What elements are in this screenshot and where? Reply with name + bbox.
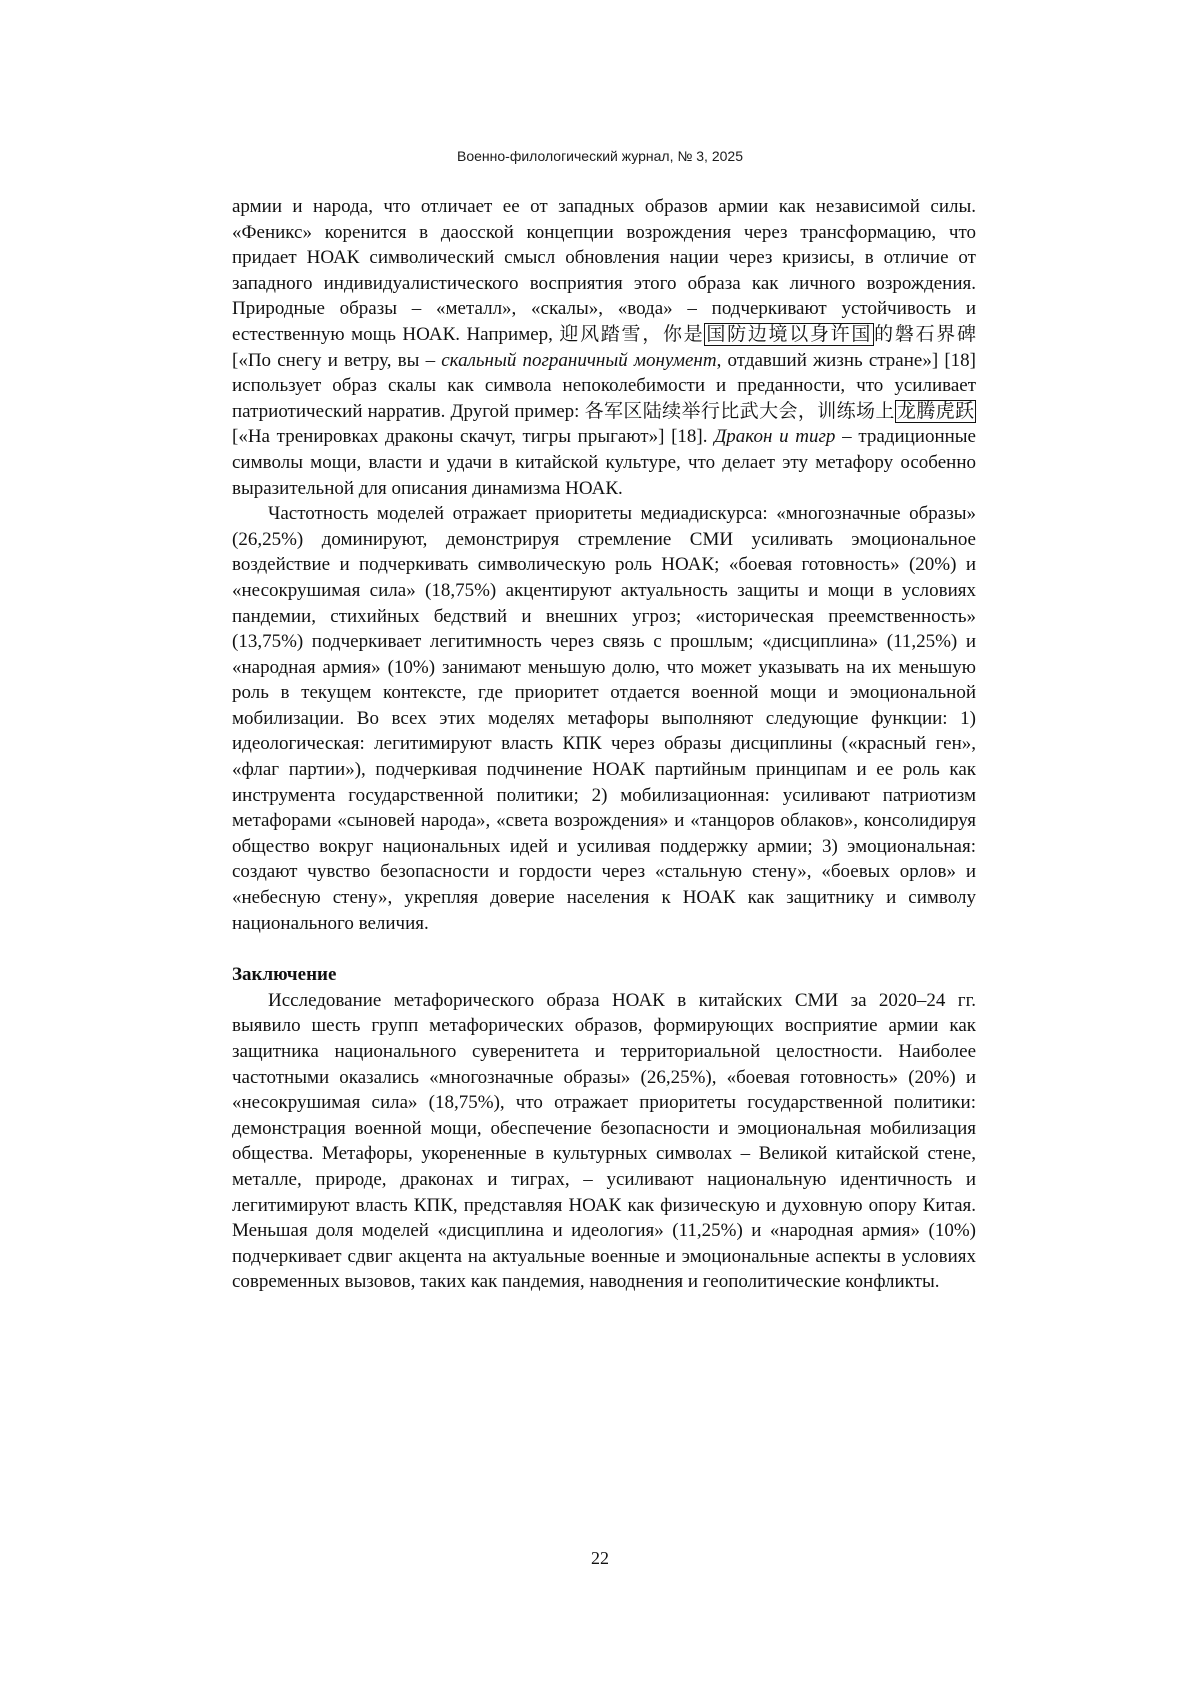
chinese-quote-2: 各军区陆续举行比武大会，训练场上 (584, 400, 895, 422)
running-header: Военно-филологический журнал, № 3, 2025 (457, 148, 743, 164)
section-title: Заключение (232, 964, 337, 986)
paragraph-conclusion: Исследование метафорического образа НОАК в китайских СМИ за 2020–24 гг. выявило шесть групп метафорических образов, формирующих восприятие армии как защитника национального суверенитета и территориальной целостности. Наиболее частотными оказались «многозначные образы» (26,25%), «боевая готовность» (20%) и «несокрушимая сила» (18,75%), что отражает приоритеты государственной политики: демонстрация военной мощи, обеспечение безопасности и эмоциональная мобилизация общества. Метафоры, укорененные в культурных символах – Великой китайской стене, металле, природе, драконах и тиграх, – усиливают национальную идентичность и легитимируют власть КПК, представляя НОАК как физическую и духовную опору Китая. Меньшая доля моделей «дисциплина и идеология» (11,25%) и «народная армия» (10%) подчеркивает сдвиг акцента на актуальные военные и эмоциональные аспекты в условиях современных вызовов, таких как пандемия, наводнения и геополитические конфликты. (232, 989, 976, 1293)
chinese-boxed-phrase-1: 国防边境以身许国 (706, 323, 873, 345)
text-run: , отдавший жизнь стране»] [18] использует образ скалы как символа непоколебимости и преданности, что усиливает патриотический нарратив. Другой пример: (232, 349, 976, 422)
text-run: [«По снегу и ветру, вы – (232, 349, 442, 371)
chinese-quote-1-end: 的磐石界碑 (874, 323, 976, 345)
text-run: – традиционные символы мощи, власти и удачи в китайской культуре, что делает эту метафору особенно выразительной для описания динамизма НОАК. (232, 426, 976, 499)
text-run: армии и народа, что отличает ее от западных образов армии как независимой силы. «Феникс» коренится в даосской концепции возрождения через трансформацию, что придает НОАК символический смысл обновления нации через кризисы, в отличие от западного индивидуалистического восприятия этого образа как личного возрождения. Природные образы – «металл», «скалы», «вода» – подчеркивают устойчивость и естественную мощь НОАК. Например, (232, 196, 976, 345)
italic-term: Дракон и тигр (714, 426, 836, 448)
chinese-quote-1: 迎风踏雪，你是 (559, 323, 705, 345)
paragraph-frequency-models: Частотность моделей отражает приоритеты медиадискурса: «многозначные образы» (26,25%) доминируют, демонстрируя стремление СМИ усиливать эмоциональное воздействие и подчеркивать символическую роль НОАК; «боевая готовность» (20%) и «несокрушимая сила» (18,75%) акцентируют актуальность защиты и мощи в условиях пандемии, стихийных бедствий и внешних угроз; «историческая преемственность» (13,75%) подчеркивает легитимность через связь с прошлым; «дисциплина» (11,25%) и «народная армия» (10%) занимают меньшую долю, что может указывать на их меньшую роль в текущем контексте, где приоритет отдается военной мощи и эмоциональной мобилизации. Во всех этих моделях метафоры выполняют следующие функции: 1) идеологическая: легитимируют власть КПК через образы дисциплины («красный ген», «флаг партии»), подчеркивая подчинение НОАК партийным принципам и ее роль как инструмента государственной политики; 2) мобилизационная: усиливают патриотизм метафорами «сыновей народа», «света возрождения» и «танцоров облаков», консолидируя общество вокруг национальных идей и усиливая поддержку армии; 3) эмоциональная: создают чувство безопасности и гордости через «стальную стену», «боевых орлов» и «небесную стену», укрепляя доверие населения к НОАК как защитнику и символу национального величия. (232, 503, 976, 934)
page-number: 22 (591, 1548, 609, 1568)
article-body (232, 194, 976, 1295)
text-run: [«На тренировках драконы скачут, тигры прыгают»] [18]. (232, 426, 715, 448)
chinese-boxed-phrase-2: 龙腾虎跃 (896, 400, 974, 422)
italic-term: скальный пограничный монумент (441, 349, 717, 371)
paragraph-continuation (232, 194, 976, 501)
